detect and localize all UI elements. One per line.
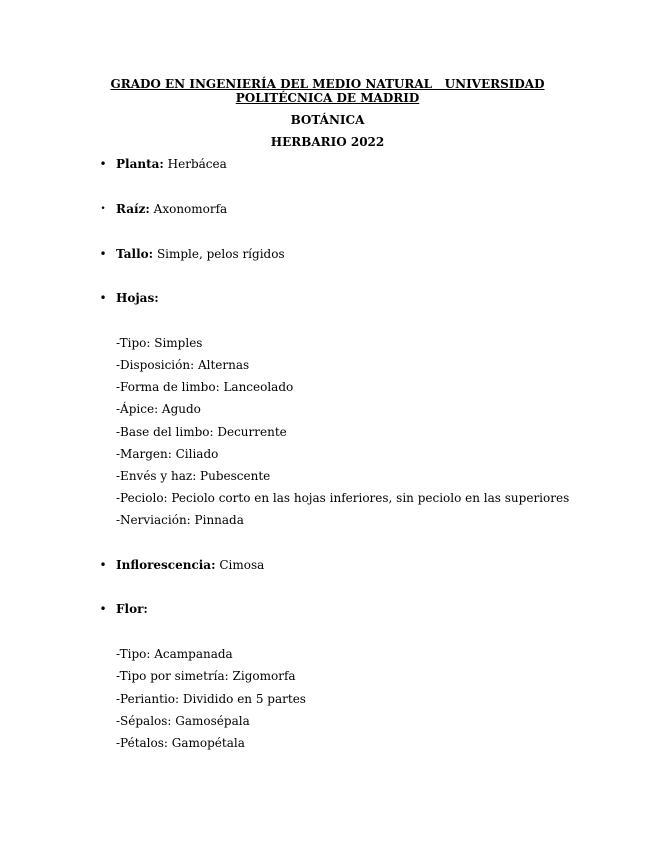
planta-value: Herbácea [167, 157, 227, 171]
hojas-item: -Ápice: Agudo [116, 402, 201, 416]
raiz-label: Raíz: [116, 202, 150, 216]
bullet-marker: • [99, 602, 107, 616]
hojas-item: -Nerviación: Pinnada [116, 513, 244, 527]
flor-item: -Pétalos: Gamopétala [116, 736, 245, 750]
herbarium-heading: HERBARIO 2022 [270, 135, 385, 149]
bullet-marker: • [99, 247, 107, 261]
document-title [100, 77, 555, 105]
planta-label: Planta: [116, 157, 164, 171]
hojas-item: -Envés y haz: Pubescente [116, 469, 271, 483]
flor-label: Flor: [116, 602, 148, 616]
title-line-2: POLITÉCNICA DE MADRID [235, 91, 420, 105]
bullet-marker: • [99, 157, 107, 171]
flor-item: -Tipo: Acampanada [116, 647, 233, 661]
hojas-item: -Tipo: Simples [116, 336, 203, 350]
hojas-item: -Base del limbo: Decurrente [116, 425, 287, 439]
tallo-value: Simple, pelos rígidos [156, 247, 285, 261]
flor-item: -Sépalos: Gamosépala [116, 714, 250, 728]
flor-item: -Periantio: Dividido en 5 partes [116, 692, 306, 706]
hojas-item: -Margen: Ciliado [116, 447, 219, 461]
inflorescencia-value: Cimosa [219, 558, 265, 572]
inflorescencia-label: Inflorescencia: [116, 558, 216, 572]
bullet-marker: • [100, 204, 106, 214]
tallo-label: Tallo: [116, 247, 154, 261]
title-line-1: GRADO EN INGENIERÍA DEL MEDIO NATURAL UNIVERSIDAD [110, 77, 545, 91]
bullet-marker: • [99, 291, 107, 305]
flor-item: -Tipo por simetría: Zigomorfa [116, 669, 296, 683]
hojas-label: Hojas: [116, 291, 159, 305]
bullet-marker: • [99, 558, 107, 572]
hojas-item: -Peciolo: Peciolo corto en las hojas inferiores, sin peciolo en las superiores [116, 491, 570, 505]
subject-heading: BOTÁNICA [290, 113, 365, 127]
hojas-item: -Forma de limbo: Lanceolado [116, 380, 294, 394]
raiz-value: Axonomorfa [153, 202, 228, 216]
hojas-item: -Disposición: Alternas [116, 358, 250, 372]
